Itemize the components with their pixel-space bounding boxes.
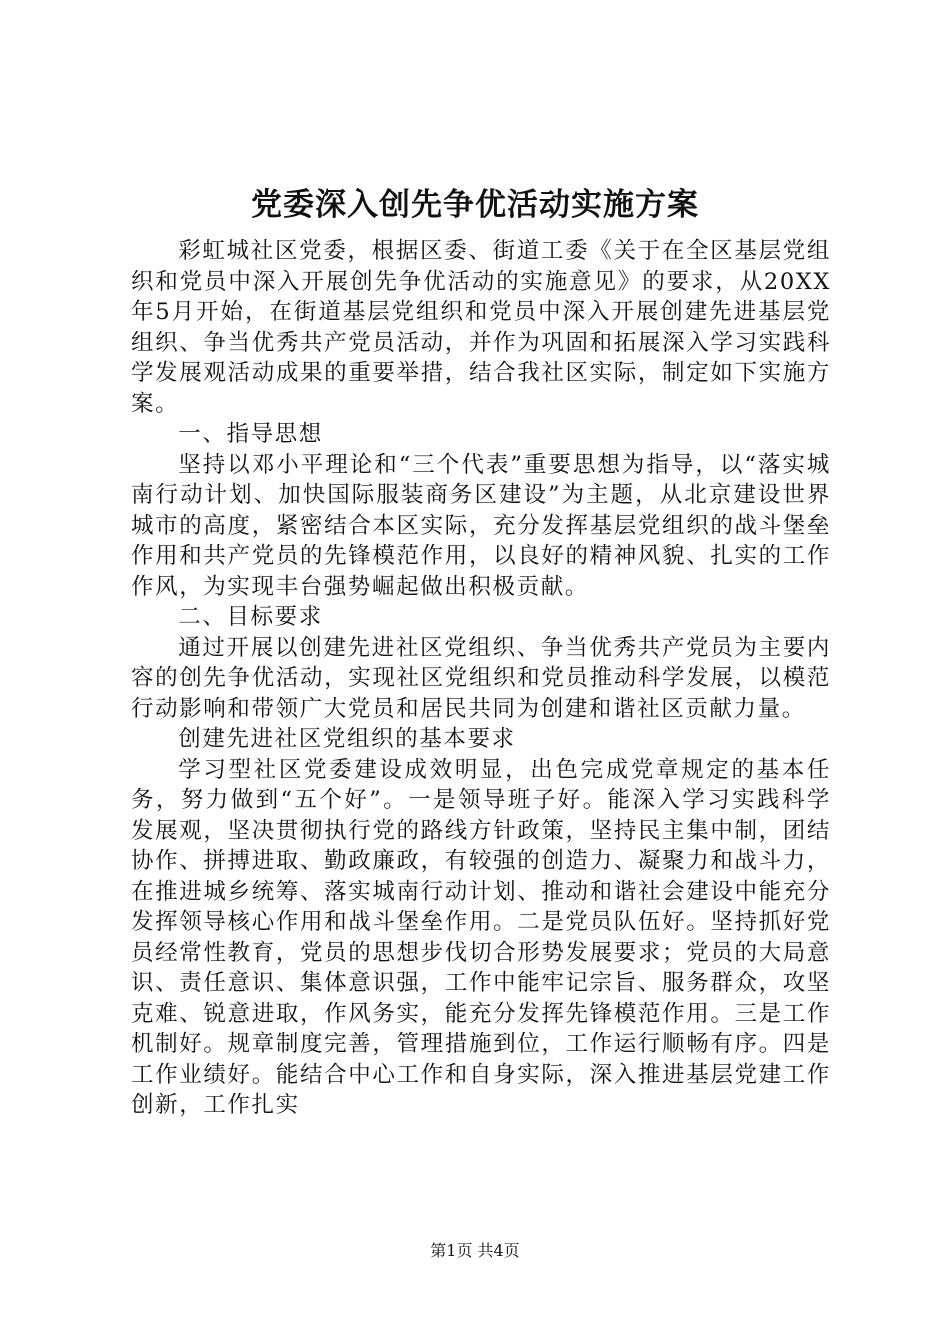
page-number-footer: 第1页 共4页 bbox=[430, 1241, 520, 1260]
document-title: 党委深入创先争优活动实施方案 bbox=[251, 187, 699, 223]
document-body bbox=[131, 236, 831, 1121]
section-heading-guiding-ideology: 一、指导思想 bbox=[178, 421, 323, 447]
paragraph-guiding-ideology: 坚持以邓小平理论和“三个代表”重要思想为指导，以“落实城南行动计划、加快国际服装商务区建设”为主题，从北京建设世界城市的高度，紧密结合本区实际，充分发挥基层党组织的战斗堡垒作用和共产党员的先锋模范作用，以良好的精神风貌、扎实的工作作风，为实现丰台强势崛起做出积极贡献。 bbox=[131, 451, 831, 600]
paragraph-goals: 通过开展以创建先进社区党组织、争当优秀共产党员为主要内容的创先争优活动，实现社区党组织和党员推动科学发展，以模范行动影响和带领广大党员和居民共同为创建和谐社区贡献力量。 bbox=[131, 634, 831, 722]
paragraph-intro: 彩虹城社区党委，根据区委、街道工委《关于在全区基层党组织和党员中深入开展创先争优活动的实施意见》的要求，从20XX年5月开始，在街道基层党组织和党员中深入开展创建先进基层党组织、争当优秀共产党员活动，并作为巩固和拓展深入学习实践科学发展观活动成果的重要举措，结合我社区实际，制定如下实施方案。 bbox=[131, 238, 831, 417]
subheading-basic-requirements: 创建先进社区党组织的基本要求 bbox=[178, 726, 516, 752]
paragraph-basic-requirements: 学习型社区党委建设成效明显，出色完成党章规定的基本任务，努力做到“五个好”。一是领导班子好。能深入学习实践科学发展观，坚决贯彻执行党的路线方针政策，坚持民主集中制，团结协作、拼搏进取、勤政廉政，有较强的创造力、凝聚力和战斗力，在推进城乡统筹、落实城南行动计划、推动和谐社会建设中能充分发挥领导核心作用和战斗堡垒作用。二是党员队伍好。坚持抓好党员经常性教育，党员的思想步伐切合形势发展要求；党员的大局意识、责任意识、集体意识强，工作中能牢记宗旨、服务群众，攻坚克难、锐意进取，作风务实，能充分发挥先锋模范作用。三是工作机制好。规章制度完善，管理措施到位，工作运行顺畅有序。四是工作业绩好。能结合中心工作和自身实际，深入推进基层党建工作创新，工作扎实 bbox=[131, 756, 831, 1118]
section-heading-goals: 二、目标要求 bbox=[178, 604, 323, 630]
